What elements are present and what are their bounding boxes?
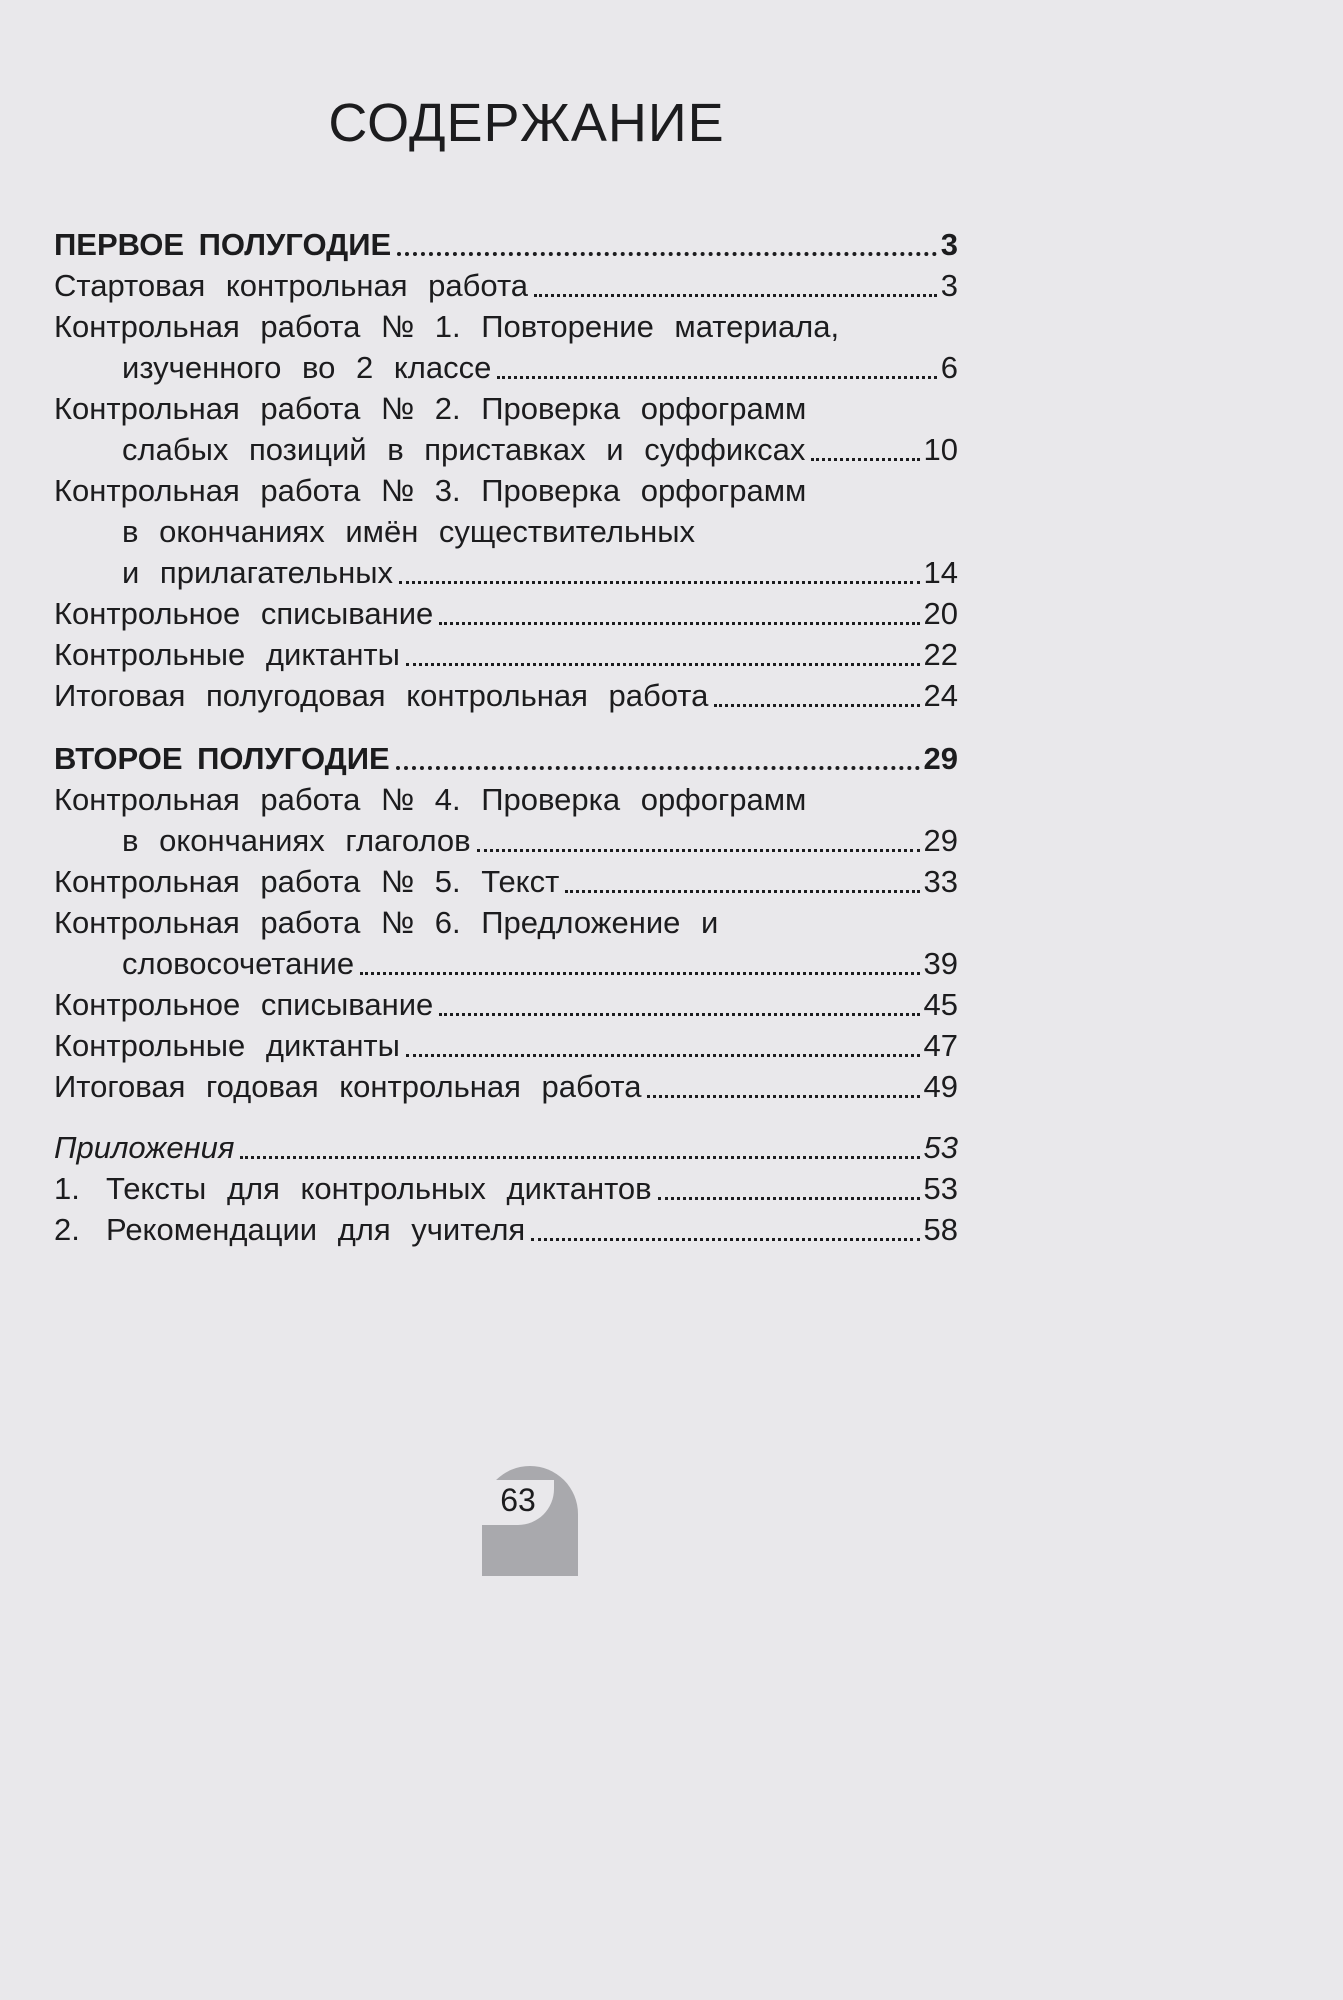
list-number: 2. — [54, 1212, 80, 1247]
toc-entry-year-final[interactable] — [54, 1066, 958, 1107]
dot-leader — [531, 1238, 919, 1241]
toc-entry-test-1-line-1[interactable] — [54, 306, 958, 347]
toc-entry-test-3-line-3[interactable] — [54, 552, 958, 593]
page-number: 63 — [482, 1480, 554, 1525]
list-number: 1. — [54, 1171, 80, 1206]
toc-entry-test-3-line-2[interactable] — [54, 511, 958, 552]
toc-entry-text: Тексты для контрольных диктантов — [106, 1171, 652, 1206]
toc-entry-text: и прилагательных — [122, 555, 393, 590]
toc-entry-test-5[interactable] — [54, 861, 958, 902]
toc-entry-test-4-line-1[interactable] — [54, 779, 958, 820]
page-ref: 29 — [923, 741, 958, 776]
toc-entry-test-6-line-2[interactable] — [54, 943, 958, 984]
section-heading-second-half[interactable] — [54, 738, 958, 779]
toc-entry-appendix-2[interactable] — [54, 1209, 958, 1250]
dot-leader — [497, 376, 936, 379]
table-of-contents — [54, 224, 958, 1250]
page-ref: 49 — [923, 1069, 958, 1104]
toc-entry-test-2-line-2[interactable] — [54, 429, 958, 470]
dot-leader — [658, 1197, 920, 1200]
toc-entry-text: в окончаниях имён существительных — [122, 514, 696, 549]
toc-entry-test-2-line-1[interactable] — [54, 388, 958, 429]
toc-entry-text: Контрольная работа № 5. Текст — [54, 864, 560, 899]
toc-entry-text: Контрольные диктанты — [54, 1028, 400, 1063]
dot-leader — [399, 581, 920, 584]
page-ref: 29 — [923, 823, 958, 858]
toc-entry-text: Контрольные диктанты — [54, 637, 400, 672]
page-ref: 10 — [923, 432, 958, 467]
page-ref: 58 — [923, 1212, 958, 1247]
toc-entry-text: Контрольная работа № 6. Предложение и — [54, 905, 719, 940]
toc-entry-text: Рекомендации для учителя — [106, 1212, 526, 1247]
dot-leader — [360, 972, 919, 975]
section-heading-text: Приложения — [54, 1130, 235, 1165]
dot-leader — [240, 1156, 919, 1159]
toc-entry-starting-test[interactable] — [54, 265, 958, 306]
page-ref: 33 — [923, 864, 958, 899]
dot-leader — [397, 252, 937, 256]
section-gap — [54, 716, 958, 738]
page-ref: 53 — [923, 1171, 958, 1206]
toc-entry-test-4-line-2[interactable] — [54, 820, 958, 861]
dot-leader — [714, 704, 919, 707]
toc-entry-copying-2[interactable] — [54, 984, 958, 1025]
toc-entry-text: Контрольное списывание — [54, 987, 434, 1022]
toc-entry-test-6-line-1[interactable] — [54, 902, 958, 943]
dot-leader — [534, 294, 937, 297]
dot-leader — [477, 849, 920, 852]
dot-leader — [439, 622, 919, 625]
toc-entry-text: в окончаниях глаголов — [122, 823, 471, 858]
page-ref: 14 — [923, 555, 958, 590]
toc-entry-text: словосочетание — [122, 946, 355, 981]
toc-entry-dictations[interactable] — [54, 634, 958, 675]
page-ref: 3 — [940, 268, 958, 303]
toc-entry-text: Итоговая годовая контрольная работа — [54, 1069, 642, 1104]
toc-entry-text: Контрольная работа № 1. Повторение материала, — [54, 309, 840, 344]
section-heading-text: ПЕРВОЕ ПОЛУГОДИЕ — [54, 227, 392, 262]
page-ref: 22 — [923, 637, 958, 672]
dot-leader — [439, 1013, 919, 1016]
dot-leader — [396, 766, 920, 770]
toc-entry-half-year-final[interactable] — [54, 675, 958, 716]
page-ref: 39 — [923, 946, 958, 981]
toc-entry-appendix-1[interactable] — [54, 1168, 958, 1209]
toc-entry-test-1-line-2[interactable] — [54, 347, 958, 388]
section-heading-text: ВТОРОЕ ПОЛУГОДИЕ — [54, 741, 390, 776]
dot-leader — [647, 1095, 919, 1098]
dot-leader — [406, 1054, 920, 1057]
page-ref: 47 — [923, 1028, 958, 1063]
page-ref: 24 — [923, 678, 958, 713]
toc-entry-text: Контрольное списывание — [54, 596, 434, 631]
page-ref: 3 — [940, 227, 958, 262]
toc-entry-copying[interactable] — [54, 593, 958, 634]
page-ref: 20 — [923, 596, 958, 631]
dot-leader — [406, 663, 920, 666]
toc-entry-text: Стартовая контрольная работа — [54, 268, 529, 303]
toc-entry-test-3-line-1[interactable] — [54, 470, 958, 511]
toc-entry-text: Контрольная работа № 4. Проверка орфограмм — [54, 782, 807, 817]
section-gap — [54, 1107, 958, 1127]
toc-entry-text: Контрольная работа № 3. Проверка орфограмм — [54, 473, 807, 508]
toc-entry-text: Итоговая полугодовая контрольная работа — [54, 678, 709, 713]
section-heading-appendix[interactable] — [54, 1127, 958, 1168]
toc-entry-dictations-2[interactable] — [54, 1025, 958, 1066]
toc-entry-text: слабых позиций в приставках и суффиксах — [122, 432, 806, 467]
page-ref: 45 — [923, 987, 958, 1022]
toc-entry-text: изученного во 2 классе — [122, 350, 492, 385]
dot-leader — [811, 458, 919, 461]
page-title: СОДЕРЖАНИЕ — [328, 93, 725, 153]
page-ref: 53 — [923, 1130, 958, 1165]
toc-entry-text: Контрольная работа № 2. Проверка орфограмм — [54, 391, 807, 426]
page-ref: 6 — [940, 350, 958, 385]
dot-leader — [565, 890, 919, 893]
section-heading-first-half[interactable] — [54, 224, 958, 265]
